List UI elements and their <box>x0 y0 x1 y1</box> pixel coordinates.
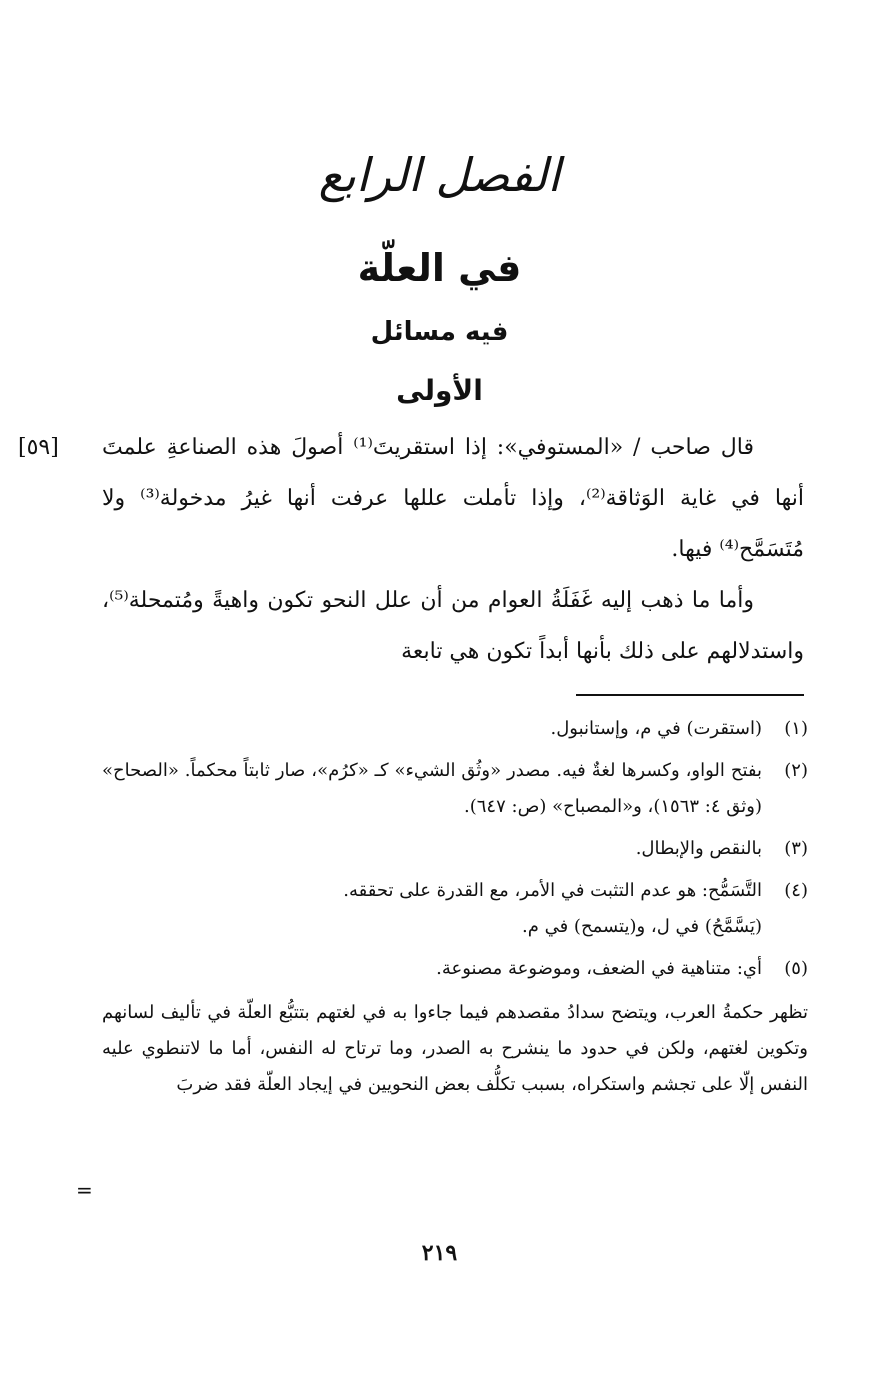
footnote <box>102 711 808 747</box>
footnote-number: (١) <box>784 718 808 739</box>
chapter-title: الفصل الرابع <box>318 148 561 202</box>
footnotes <box>102 711 808 1103</box>
footnote-text: بالنقص والإبطال. <box>635 838 762 859</box>
footnote-continuation <box>102 909 808 945</box>
main-text <box>102 422 804 677</box>
footnote-number: (٥) <box>784 958 808 979</box>
issue-title: الأولى <box>396 374 483 407</box>
subtitle: فيه مسائل <box>370 317 509 347</box>
footnote <box>102 873 808 909</box>
footnote-number: (٤) <box>784 880 808 901</box>
section-title: في العلّة <box>357 246 522 290</box>
footnote-tail-text: تظهر حكمةُ العرب، ويتضح سدادُ مقصدهم فيما جاءوا به في لغتهم بتتبُّع العلّة في تأليف لسانهم وتكوين لغتهم، ولكن في حدود ما ينشرح به الصدر، وما ترتاح له النفس، أما ما لاتنطوي عليه النفس إلّا على تجشم واستكراه، بسبب تكلُّف بعض النحويين في إيجاد العلّة فقد ضربَ <box>102 1002 808 1095</box>
footnote <box>102 951 808 987</box>
page-number: ٢١٩ <box>421 1240 458 1266</box>
continuation-mark: = <box>76 1178 93 1202</box>
footnote-text: التَّسَمُّح: هو عدم التثبت في الأمر، مع القدرة على تحققه. <box>343 880 762 901</box>
footnote-text: (يَسَّمَّحُ) في ل، و(يتسمح) في م. <box>522 916 762 937</box>
paragraph: قال صاحب / «المستوفي»: إذا استقريتَ⁽¹⁾ أصولَ هذه الصناعةِ علمتَ أنها في غاية الوَثاقة⁽²⁾، وإذا تأملت عللها عرفت أنها غيرُ مدخولة⁽³⁾ ولا مُتَسَمَّح⁽⁴⁾ فيها. <box>102 435 804 562</box>
footnote-text: أي: متناهية في الضعف، وموضوعة مصنوعة. <box>436 958 762 979</box>
footnote <box>102 753 808 825</box>
footnote-number: (٣) <box>784 838 808 859</box>
original-page-reference: [٥٩] <box>18 435 59 460</box>
paragraph: وأما ما ذهب إليه غَفَلَةُ العوام من أن علل النحو تكون واهيةً ومُتمحلة⁽⁵⁾، واستدلالهم على ذلك بأنها أبداً تكون هي تابعة <box>102 588 804 664</box>
footnote-number: (٢) <box>784 760 808 781</box>
footnote-separator <box>576 694 804 696</box>
footnote-text: (استقرت) في م، وإستانبول. <box>550 718 762 739</box>
footnote <box>102 831 808 867</box>
footnote-text: بفتح الواو، وكسرها لغةٌ فيه. مصدر «وثُق الشيء» كـ «كرُم»، صار ثابتاً محكماً. «الصحاح» (وثق ٤: ١٥٦٣)، و«المصباح» (ص: ٦٤٧). <box>102 760 762 817</box>
